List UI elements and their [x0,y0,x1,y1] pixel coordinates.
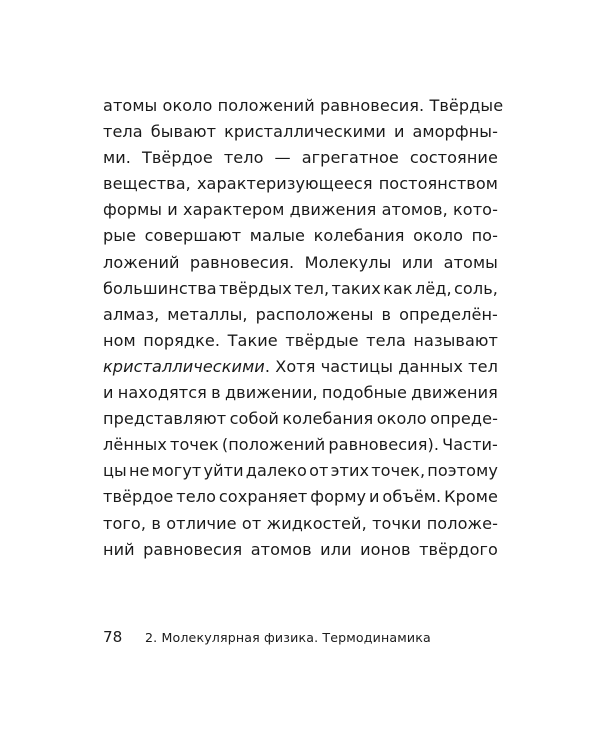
line-word: от [309,461,329,481]
line-word: Твёрдое [141,148,213,168]
line-word: отличие [166,513,237,533]
body-line [103,145,498,171]
line-word: находятся [117,383,207,403]
line-word: состояние [409,148,498,168]
line-word: в [381,304,392,324]
line-word: как [383,278,413,298]
body-line [103,250,498,276]
body-line [103,119,498,145]
line-word: в [151,513,161,533]
line-word: тело [176,487,217,507]
line-word: тела [103,122,143,142]
line-word: того, [103,513,147,533]
line-word: и [167,200,178,220]
line-word: совершают [144,226,242,246]
line-word: около [413,226,464,246]
line-word: аморфны- [412,122,498,142]
line-word: этих [330,461,370,481]
line-word: кристаллическими. [103,356,271,376]
line-word: определён- [399,304,498,324]
line-word: атомы [443,252,498,272]
line-word: характеризующееся [196,174,373,194]
line-word: тела [366,330,406,350]
line-word: от [241,513,262,533]
line-word: таких [331,278,381,298]
line-word: твёрдые [285,330,359,350]
line-word: опреде- [430,409,498,429]
body-line [103,458,498,484]
line-word: цы [103,461,127,481]
line-word: рые [103,226,137,246]
line-word: тел [468,356,498,376]
body-line [103,328,498,354]
line-word: твёрдое [103,487,174,507]
body-line [103,406,498,432]
line-word: колебания [313,226,405,246]
line-word: тел, [294,278,330,298]
page-footer [103,628,503,647]
line-word: равновесия [143,539,243,559]
line-word: соль, [454,278,498,298]
line-word: вещества, [103,174,191,194]
line-word: и [369,487,380,507]
line-word: равновесия. [189,252,295,272]
line-word: атомов [250,539,312,559]
italic-term: кристаллическими [103,356,265,376]
line-word: Такие [227,330,278,350]
line-word: ионов [360,539,411,559]
line-word: характером [182,200,285,220]
line-word: поэтому [427,461,498,481]
running-head-chapter-title: 2. Молекулярная физика. Термодинамика [145,630,431,645]
line-word: формы [103,200,163,220]
line-word: частицы [320,356,393,376]
body-line [103,276,498,302]
line-word: называют [413,330,498,350]
body-line [103,537,498,563]
line-word: или [401,252,434,272]
line-word: точек, [371,461,426,481]
line-word: кристаллическими [224,122,386,142]
line-word: далеко [245,461,307,481]
line-word: металлы, [167,304,248,324]
line-word: равновесия). [328,435,440,455]
line-word: точки [372,513,422,533]
line-word: Молекулы [304,252,392,272]
page-number: 78 [103,628,123,646]
line-word: движения [411,383,498,403]
line-word: по- [471,226,498,246]
line-word: уйти [203,461,244,481]
body-line [103,197,498,223]
line-word: и [103,383,114,403]
line-word: представляют [103,409,227,429]
line-word: или [320,539,352,559]
line-word: — [274,148,291,168]
body-line [103,171,498,197]
body-line [103,432,498,458]
line-word: (положений [221,435,326,455]
line-word: колебания [282,409,374,429]
line-word: Хотя [275,356,316,376]
line-word: Части- [442,435,498,455]
line-word: ми. [103,148,131,168]
body-line [103,484,498,510]
line-word: объём. [382,487,442,507]
body-line [103,223,498,249]
line-word: сохраняет [218,487,308,507]
line-word: твёрдого [419,539,498,559]
line-word: жидкостей, [266,513,367,533]
line-word: форму [310,487,367,507]
line-word: твёрдых [219,278,292,298]
line-word: алмаз, [103,304,160,324]
line-word: кото- [453,200,498,220]
line-word: точек [170,435,219,455]
line-word: ний [103,539,135,559]
line-word: положе- [426,513,498,533]
line-word: ложений [103,252,180,272]
line-word: собой [229,409,279,429]
body-line [103,511,498,537]
line-word: постоянством [378,174,498,194]
line-word: и [393,122,405,142]
line-word: ном [103,330,136,350]
line-word: большинства [103,278,217,298]
line-word: лённых [103,435,167,455]
line-word: порядке. [143,330,221,350]
line-word: движении, [224,383,318,403]
line-word: малые [249,226,306,246]
line-word: атомов, [381,200,448,220]
line-word: бывают [150,122,217,142]
line-word: расположены [255,304,374,324]
line-word: не [128,461,150,481]
body-line [103,380,498,406]
line-word: тело [223,148,264,168]
line-word: лёд, [414,278,452,298]
line-word: могут [151,461,202,481]
line-word: в [211,383,221,403]
line-word: около [376,409,427,429]
line-word: Кроме [444,487,498,507]
body-line [103,302,498,328]
line-word: агрегатное [301,148,399,168]
line-word: данных [398,356,463,376]
body-line: атомы около положений равновесия. Твёрдые [103,96,504,115]
line-word: движения [289,200,377,220]
body-line [103,354,498,380]
line-word: подобные [321,383,407,403]
body-text-block [103,93,504,563]
